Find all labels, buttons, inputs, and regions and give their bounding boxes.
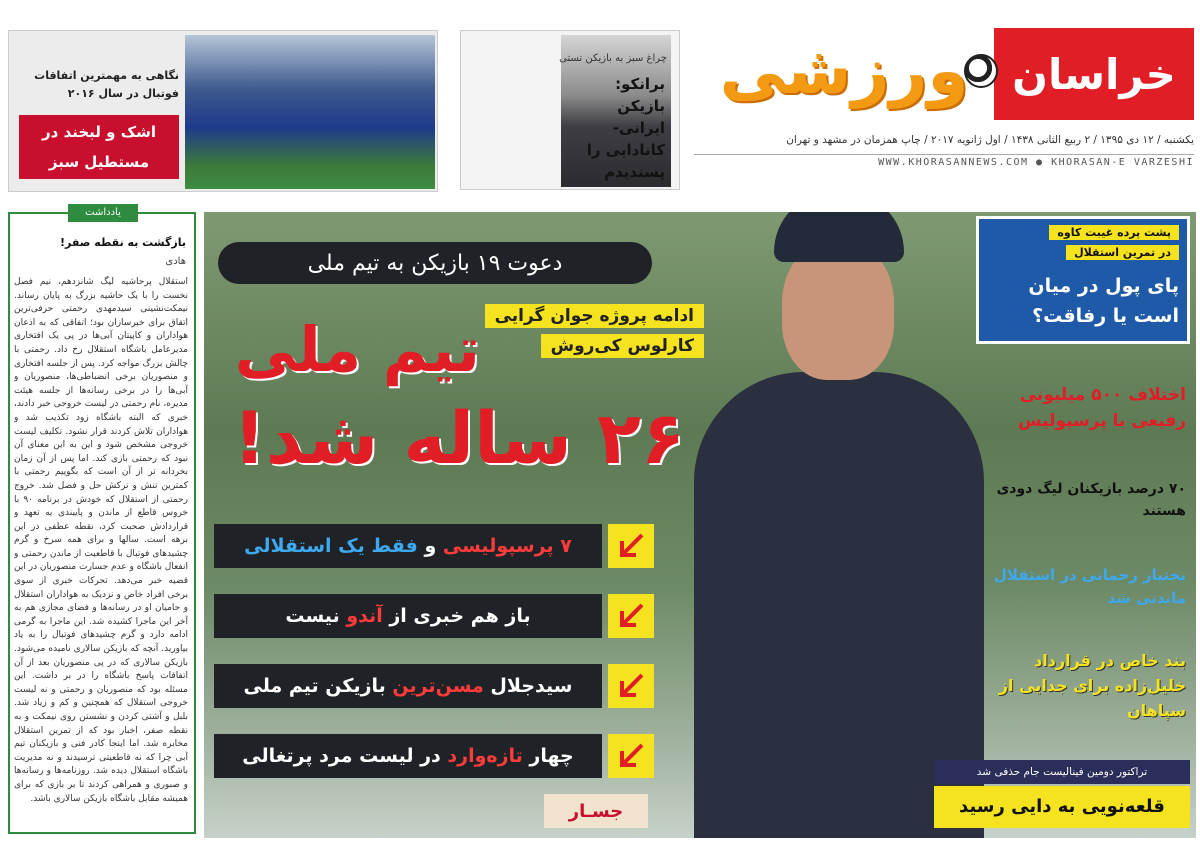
bullet-item[interactable] <box>214 594 654 638</box>
editorial-label: یادداشت <box>68 204 138 222</box>
kaveh-kicker: پشت پرده غیبت کاوه <box>1049 225 1179 240</box>
coach-photo <box>664 212 1004 838</box>
bullet-text: چهار تازه‌وارد در لیست مرد پرتغالی <box>214 734 602 778</box>
date-line: یکشنبه / ۱۲ دی ۱۳۹۵ / ۲ ربیع الثانی ۱۴۳۸ / اول ژانویه ۲۰۱۷ / چاپ همزمان در مشهد و تهران <box>786 134 1194 146</box>
bullet-text: ۷ پرسپولیسی و فقط یک استقلالی <box>214 524 602 568</box>
subheads <box>484 304 704 364</box>
bullet-text: باز هم خبری از آندو نیست <box>214 594 602 638</box>
editorial-author: هادی <box>165 256 186 267</box>
bullet-item[interactable] <box>214 524 654 568</box>
main-headline-line1[interactable]: تیم ملی <box>234 313 480 386</box>
website-url: WWW.KHORASANNEWS.COM ● KHORASAN-E VARZESHI <box>694 154 1194 168</box>
kaveh-headline: پای پول در میان است یا رفاقت؟ <box>1028 275 1179 327</box>
branko-headline: برانکو: بازیکن ایرانی-کانادایی را پسندیدم <box>586 75 665 181</box>
iceland-team-photo <box>185 35 435 189</box>
kaveh-box[interactable] <box>976 216 1190 344</box>
main-headline-line2[interactable]: ۲۶ ساله شد! <box>233 396 685 480</box>
arrow-icon <box>608 664 654 708</box>
editorial-column <box>8 207 196 834</box>
football-2016-kicker: نگاهی به مهمترین اتفاقات فوتبال در سال ۲۰۱۶ <box>34 69 179 100</box>
story-bakhtiar[interactable]: بختیار رحمانی در استقلال ماندنی شد <box>993 566 1186 607</box>
editorial-body: استقلال پرحاشیه لیگ شانزدهم، نیم فصل نخست را با یک حاشیه بزرگ به پایان رساند. نیمکت‌نشینی سیدمهدی رحمتی حرفی‌ترین اتفاق برای خبرسازان بود؛ اتفاقی که به اذعان هواداران و کاپیتان آبی‌ها در پی یک افتخاری مدیرعامل باشگاه استقلال رخ داد. رحمتی با چالش بزرگ مواجه کرد. پس از جلسه افتخاری و منصوریان برخی انضباطی‌ها، منصوریان و آبی‌ها را در برخی رسانه‌ها از جلسه هیئت مدیره، نام رحمتی در لیست خروجی خبر دادند، خبری که البته باشگاه زود تکذیب شد و هواداران تلاش کردند قرار نشود. تکلیف لیست خروجی مشخص شود و این به این معنای آن نبود که رحمتی بازی کند. اما پس از آن زمان بخردانه تر از آن است که بگوییم رحمتی با کمترین تنش و ترکش حل و فصل شد. خروج رحمتی از استقلال که خودش در برنامه ۹۰ با خروس قاطع از ماندن و پایبندی به تعهد و قراردادش صحبت کرد، نقطه عطفی در این برهه است. سالها و برای همه سرخ و گرم چشیدهای فوتبال با قاطعیت از ماندن رحمتی و انفعال باشگاه و عدم جسارت منصوریان در این قضیه خبر می‌دهد. تحرکات خبری از سوی برخی افراد خاص و نزدیک به هواداران استقلال و حامیان او در رسانه‌ها و فضای مجازی هم به آخر این ماجرا کشیده شد. این ماجرا به گرمی ادامه دارد و گرم چشیدهای فوتبال را به یاد بیاورید. آنچه که بازیکن سالاری نامیده می‌شود. بازیکن سالاری که در پی منصوریان بعد از آن اتفاقات پاسخ باشگاه را در بر داشت. این مسئله بود که منصوریان و رحمتی و نه لیست خروجی استقلال که همچنین و کم و زیاد شد. بلبل و آشتی کردن و نشستن روی نیمکت و به نقطه صفر، اخبار بود که از تمرین استقلال مخابره شد. اما اینجا کادر فنی و بازیکنان تیم آبی چرا که نه قاطعیتی ترسیدند و نه مدیریت باشگاه استقلال دیده شد. روزنامه‌ها و رسانه‌ها و صبوری و همراهی کردند تا بر بازی که برای همیشه مقابل باشگاه بازیکن سالاری باشد. <box>14 277 188 804</box>
story-rafiei[interactable]: اختلاف ۵۰۰ میلیونی رفیعی با پرسپولیس <box>1018 385 1186 431</box>
arrow-icon <box>608 734 654 778</box>
editorial-title[interactable]: بازگشت به نقطه صفر! <box>60 236 186 249</box>
branko-kicker: چراغ سبز به بازیکن تستی <box>559 53 667 64</box>
invite-headline[interactable]: دعوت ۱۹ بازیکن به تیم ملی <box>218 242 652 284</box>
bullet-list <box>214 524 654 804</box>
bullet-text: سیدجلال مسن‌ترین بازیکن تیم ملی <box>214 664 602 708</box>
bullet-item[interactable] <box>214 734 654 778</box>
subhead-queiroz: کارلوس کی‌روش <box>541 334 704 358</box>
arrow-icon <box>608 524 654 568</box>
logo-khorasan: خراسان <box>994 28 1194 120</box>
jesar-tag: جسـار <box>544 794 648 828</box>
story-smokers[interactable]: ۷۰ درصد بازیکنان لیگ دودی هستند <box>996 481 1186 519</box>
main-feature <box>204 212 1196 838</box>
ghalenoei-box[interactable] <box>934 760 1190 828</box>
tractor-kicker: تراکتور دومین فینالیست جام حذفی شد <box>934 760 1190 784</box>
arrow-icon <box>608 594 654 638</box>
story-khalilzadeh[interactable]: بند خاص در قرارداد خلیل‌زاده برای جدایی از سپاهان <box>998 651 1186 720</box>
promo-branko[interactable] <box>460 30 680 190</box>
masthead <box>694 18 1194 168</box>
coach-cap <box>774 212 904 262</box>
bullet-item[interactable] <box>214 664 654 708</box>
kaveh-kicker-2: در تمرین استقلال <box>1066 245 1179 260</box>
logo-varzeshi: ورزشی <box>719 32 969 109</box>
subhead-youth-project: ادامه پروژه جوان گرایی <box>485 304 704 328</box>
ghalenoei-headline: قلعه‌نویی به دایی رسید <box>934 786 1190 828</box>
football-2016-headline: اشک و لبخند در مستطیل سبز <box>19 115 179 179</box>
promo-football-2016[interactable] <box>8 30 438 192</box>
